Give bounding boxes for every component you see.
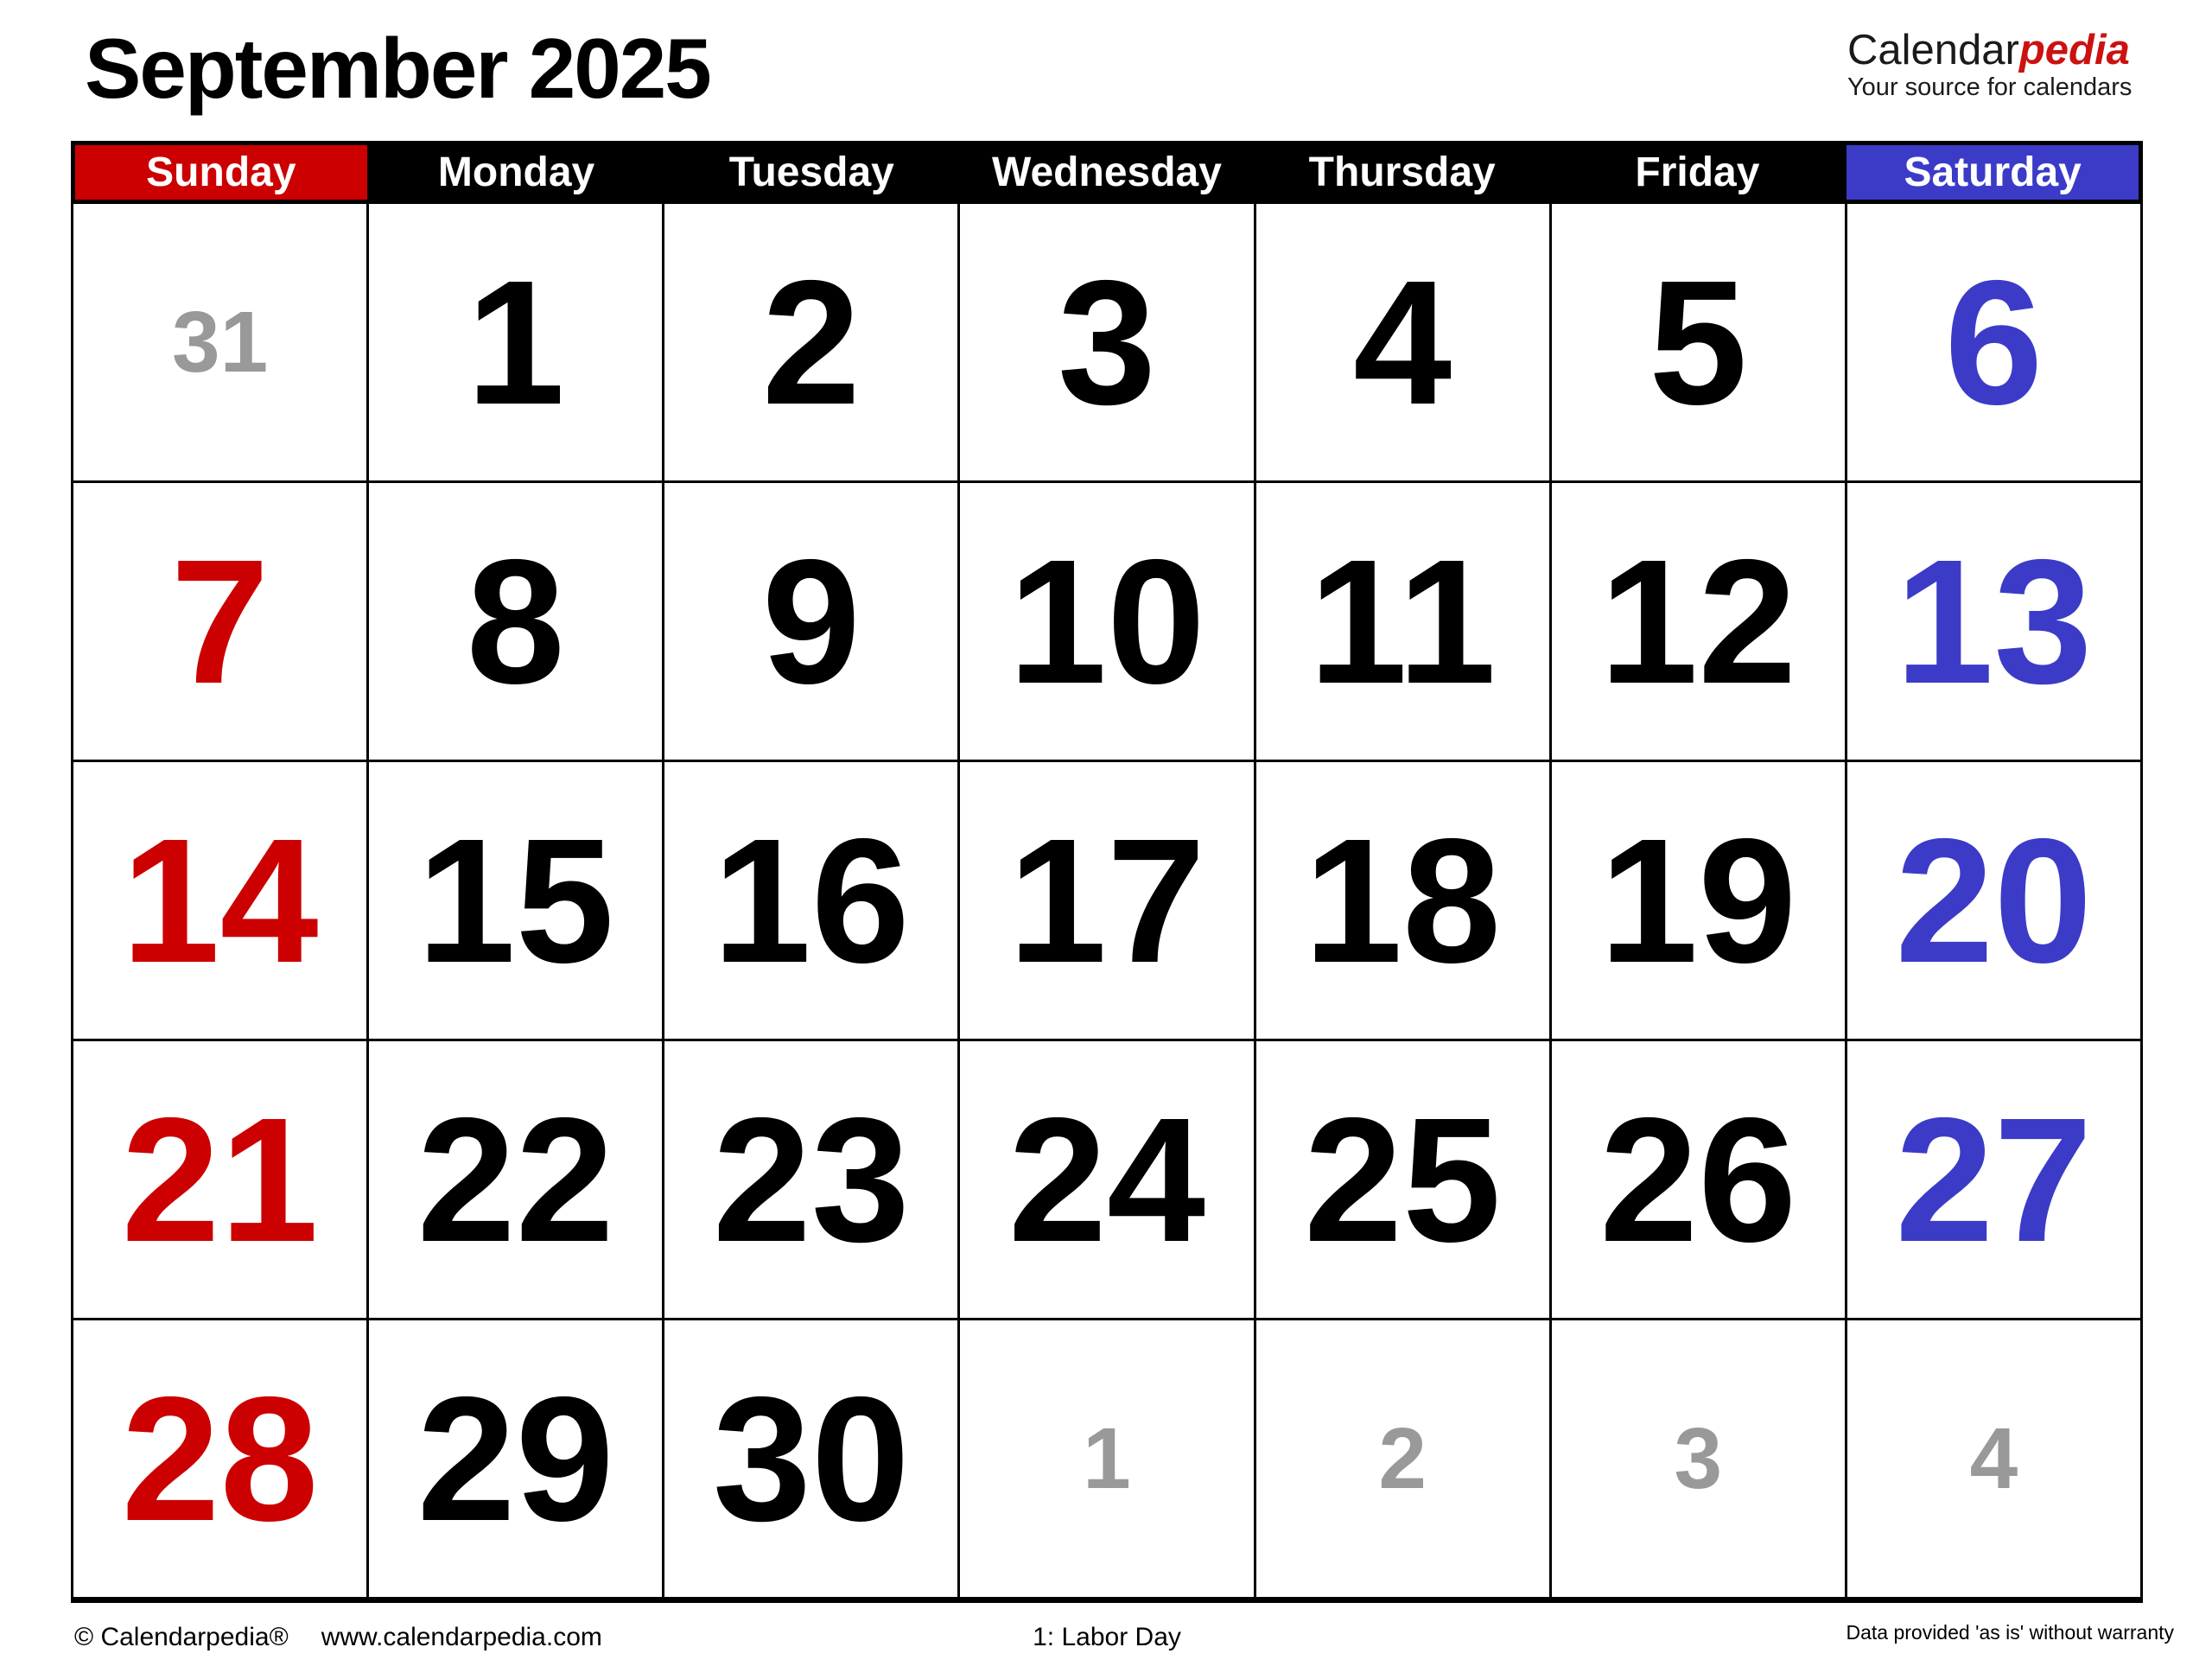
date-number: 17	[1007, 801, 1205, 1000]
date-cell	[73, 1320, 366, 1597]
date-cell	[1552, 483, 1845, 760]
date-cell	[369, 762, 662, 1039]
date-cell	[960, 1041, 1253, 1318]
date-number: 30	[712, 1359, 910, 1558]
calendar-grid	[71, 204, 2143, 1603]
date-number: 3	[1057, 243, 1156, 442]
date-cell	[960, 762, 1253, 1039]
date-cell	[73, 483, 366, 760]
date-number: 6	[1944, 243, 2044, 442]
date-cell	[664, 1041, 957, 1318]
date-cell	[369, 1041, 662, 1318]
date-number: 18	[1304, 801, 1502, 1000]
date-number: 5	[1649, 243, 1748, 442]
date-cell	[664, 204, 957, 480]
logo-tagline: Your source for calendars	[1847, 73, 2133, 101]
date-cell	[960, 483, 1253, 760]
date-number: 14	[121, 801, 319, 1000]
weekday-header-sunday: Sunday	[75, 145, 367, 200]
weekday-header-monday: Monday	[371, 145, 663, 200]
date-number: 29	[416, 1359, 614, 1558]
date-number: 26	[1599, 1080, 1797, 1279]
weekday-header-thursday: Thursday	[1256, 145, 1548, 200]
weekday-header-wednesday: Wednesday	[961, 145, 1253, 200]
calendarpedia-logo	[1847, 29, 2132, 100]
page-title: September 2025	[85, 21, 710, 116]
date-cell	[369, 1320, 662, 1597]
date-cell	[960, 1320, 1253, 1597]
date-cell	[1847, 1320, 2140, 1597]
date-cell	[664, 483, 957, 760]
date-cell	[1256, 1320, 1549, 1597]
footer-disclaimer: Data provided 'as is' without warranty	[1846, 1621, 2174, 1644]
date-number: 11	[1308, 522, 1497, 721]
date-cell	[1847, 483, 2140, 760]
footer-holiday-note: 1: Labor Day	[1033, 1623, 1181, 1651]
logo-wordmark	[1847, 29, 2132, 72]
date-cell	[1552, 762, 1845, 1039]
date-number: 27	[1895, 1080, 2093, 1279]
date-number: 12	[1599, 522, 1797, 721]
date-cell	[1552, 1041, 1845, 1318]
date-number: 13	[1895, 522, 2093, 721]
date-number: 22	[416, 1080, 614, 1279]
date-number: 1	[1083, 1410, 1131, 1507]
date-number: 24	[1007, 1080, 1205, 1279]
website-text: www.calendarpedia.com	[321, 1623, 602, 1651]
date-number: 21	[121, 1080, 319, 1279]
date-number: 3	[1674, 1410, 1723, 1507]
date-cell	[1256, 204, 1549, 480]
date-cell	[1256, 483, 1549, 760]
date-number: 28	[121, 1359, 319, 1558]
date-number: 1	[466, 243, 565, 442]
date-cell	[369, 483, 662, 760]
date-cell	[73, 1041, 366, 1318]
weekday-header-row	[71, 141, 2143, 204]
date-cell	[1256, 762, 1549, 1039]
date-number: 2	[761, 243, 861, 442]
date-cell	[664, 1320, 957, 1597]
weekday-header-saturday: Saturday	[1847, 145, 2139, 200]
date-cell	[1847, 762, 2140, 1039]
date-cell	[1552, 1320, 1845, 1597]
date-number: 7	[170, 522, 270, 721]
logo-wordmark-black: Calendar	[1847, 27, 2019, 73]
date-number: 8	[466, 522, 565, 721]
date-number: 25	[1304, 1080, 1502, 1279]
date-number: 2	[1378, 1410, 1427, 1507]
copyright-text: © Calendarpedia®	[74, 1623, 289, 1651]
date-cell	[664, 762, 957, 1039]
logo-wordmark-red: pedia	[2018, 27, 2130, 73]
calendar	[71, 141, 2143, 1603]
date-cell	[369, 204, 662, 480]
weekday-header-friday: Friday	[1552, 145, 1844, 200]
date-number: 9	[761, 522, 861, 721]
date-cell	[73, 204, 366, 480]
date-number: 4	[1353, 243, 1452, 442]
date-number: 16	[712, 801, 910, 1000]
date-number: 19	[1599, 801, 1797, 1000]
weekday-header-tuesday: Tuesday	[665, 145, 957, 200]
date-cell	[960, 204, 1253, 480]
date-number: 10	[1007, 522, 1205, 721]
date-cell	[73, 762, 366, 1039]
date-cell	[1256, 1041, 1549, 1318]
date-number: 15	[416, 801, 614, 1000]
date-number: 23	[712, 1080, 910, 1279]
date-cell	[1847, 1041, 2140, 1318]
date-cell	[1847, 204, 2140, 480]
date-number: 4	[1969, 1410, 2018, 1507]
date-number: 31	[171, 294, 269, 391]
date-number: 20	[1895, 801, 2093, 1000]
date-cell	[1552, 204, 1845, 480]
